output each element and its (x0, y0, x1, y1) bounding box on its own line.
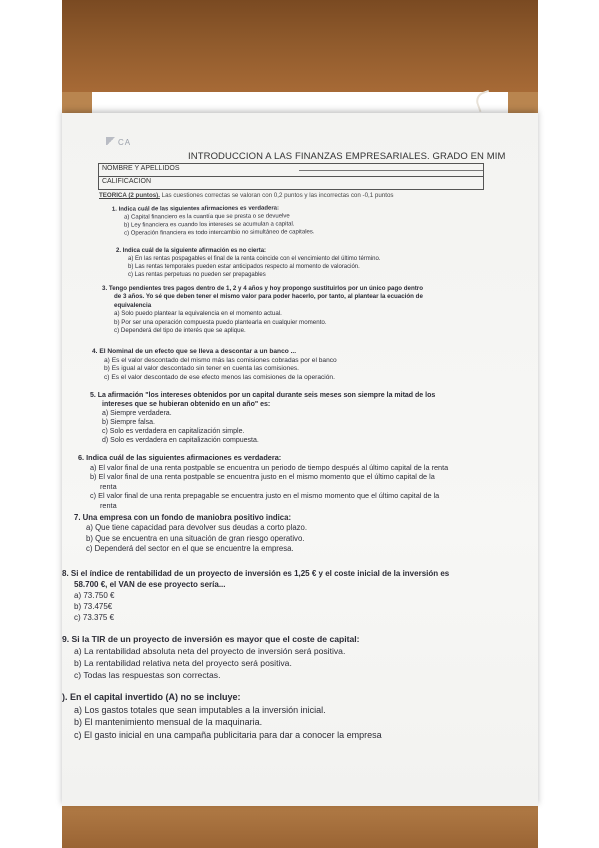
question-9 (62, 633, 360, 681)
pen-mark (473, 90, 494, 112)
option-a[interactable]: a) El valor final de una renta postpable se encuentra un periodo de tiempo después al último capital de la renta (90, 462, 449, 472)
question-4 (92, 348, 337, 382)
option-a[interactable]: a) Capital financiero es la cuantía que se presta o se devuelve (123, 213, 290, 221)
question-stem: 2. Indica cuál de la siguiente afirmación es no cierta: (116, 248, 267, 254)
question-stem: 1. Indica cuál de las siguientes afirmaciones es verdadera: (111, 205, 280, 213)
option-b-continued: renta (100, 481, 117, 491)
option-a[interactable]: a) 73.750 € (74, 591, 115, 600)
question-stem: 9. Si la TIR de un proyecto de inversión es mayor que el coste de capital: (62, 634, 360, 644)
option-a[interactable]: a) Que tiene capacidad para devolver sus deudas a corto plazo. (86, 523, 308, 533)
option-b[interactable]: b) Las rentas temporales pueden estar anticipados respecto al momento de valoración. (128, 264, 360, 270)
option-a[interactable]: a) La rentabilidad absoluta neta del proyecto de inversión será positiva. (74, 646, 346, 656)
option-c-continued: renta (100, 500, 117, 510)
question-8 (62, 568, 449, 623)
question-stem-line-2: de 3 años. Yo sé que deben tener el mismo valor para poder hacerlo, por tanto, al plantear la ecuación de (114, 293, 423, 301)
option-c[interactable]: c) Solo es verdadera en capitalización simple. (102, 428, 245, 435)
university-logo (106, 137, 144, 147)
question-7 (74, 513, 307, 555)
name-line (299, 170, 483, 171)
question-2 (116, 247, 380, 279)
option-a[interactable]: a) Es el valor descontado del mismo más las comisiones cobradas por el banco (104, 356, 337, 364)
question-stem: 3. Tengo pendientes tres pagos dentro de 1, 2 y 4 años y hoy propongo sustituirlos por un único pago dentro (102, 285, 423, 292)
scoring-note-text: Las cuestiones correctas se valoran con 0,2 puntos y las incorrectas con -0,1 puntos (159, 192, 394, 199)
question-stem-line-2: intereses que se hubieran obtenido en un año" es: (102, 401, 271, 408)
option-b[interactable]: b) El mantenimiento mensual de la maquinaria. (74, 717, 263, 728)
option-c[interactable]: c) El gasto inicial en una campaña publicitaria para dar a conocer la empresa (74, 729, 382, 740)
question-stem: 5. La afirmación "los intereses obtenidos por un capital durante seis meses son siempre la mitad de los (90, 392, 436, 399)
question-stem: ). En el capital invertido (A) no se incluye: (62, 692, 241, 702)
logo-icon (106, 137, 116, 145)
option-c[interactable]: c) Todas las respuestas son correctas. (74, 670, 221, 680)
option-c[interactable]: c) Las rentas perpetuas no pueden ser prepagables (128, 272, 266, 278)
grade-label: CALIFICACION (102, 178, 152, 185)
question-stem: 8. Si el índice de rentabilidad de un proyecto de inversión es 1,25 € y el coste inicial de la inversión es (62, 569, 450, 578)
grade-field[interactable] (98, 176, 484, 190)
option-c[interactable]: c) Es el valor descontado de ese efecto menos las comisiones de la operación. (104, 373, 335, 381)
question-6 (78, 453, 448, 511)
question-stem-line-2: 58.700 €, el VAN de ese proyecto sería... (74, 580, 226, 589)
wooden-table-bottom (62, 806, 538, 848)
option-d[interactable]: d) Solo es verdadera en capitalización compuesta. (102, 437, 259, 444)
name-label: NOMBRE Y APELLIDOS (102, 165, 180, 172)
exam-title: INTRODUCCION A LAS FINANZAS EMPRESARIALES. GRADO EN MIM (188, 151, 506, 162)
option-a[interactable]: a) Siempre verdadera. (102, 410, 172, 417)
option-c[interactable]: c) Dependerá del tipo de interés que se aplique. (114, 327, 246, 335)
question-10 (62, 691, 382, 741)
option-b[interactable]: b) 73.475€ (74, 602, 113, 611)
option-c[interactable]: c) 73.375 € (74, 613, 115, 622)
logo-text: CA (118, 138, 132, 147)
option-b[interactable]: b) Por ser una operación compuesta puedo plantearla en cualquier momento. (114, 318, 327, 326)
option-b[interactable]: b) Es igual al valor descontado sin tener en cuenta las comisiones. (104, 365, 299, 373)
question-stem: 4. El Nominal de un efecto que se lleva a descontar a un banco ... (92, 348, 297, 355)
option-c[interactable]: c) Operación financiera es todo intercambio no simultáneo de capitales. (124, 229, 315, 237)
wooden-table-top (62, 0, 538, 92)
question-3 (102, 285, 423, 335)
option-b[interactable]: b) Siempre falsa. (102, 419, 155, 426)
name-field[interactable] (98, 163, 484, 177)
scoring-note (99, 192, 394, 199)
option-c[interactable]: c) El valor final de una renta prepagable se encuentra justo en el mismo momento que el último capital de la (90, 491, 440, 501)
question-stem: 6. Indica cuál de las siguientes afirmaciones es verdadera: (78, 453, 282, 462)
option-b[interactable]: b) Que se encuentra en una situación de gran riesgo operativo. (86, 533, 305, 543)
question-stem-line-3: equivalencia (114, 301, 152, 309)
option-a[interactable]: a) Solo puedo plantear la equivalencia en el momento actual. (114, 310, 282, 318)
option-a[interactable]: a) Los gastos totales que sean imputables a la inversión inicial. (74, 704, 326, 715)
question-stem: 7. Una empresa con un fondo de maniobra positivo indica: (74, 513, 292, 522)
scoring-note-bold: TEORICA (2 puntos). (99, 192, 160, 199)
option-a[interactable]: a) En las rentas pospagables el final de la renta coincide con el vencimiento del último término. (128, 256, 381, 262)
option-c[interactable]: c) Dependerá del sector en el que se encuentre la empresa. (86, 544, 294, 554)
question-1 (112, 204, 315, 237)
exam-sheet (62, 113, 538, 806)
option-b[interactable]: b) La rentabilidad relativa neta del proyecto será positiva. (74, 658, 292, 668)
option-b[interactable]: b) Ley financiera es cuando los intereses se acumulan a capital. (124, 221, 295, 229)
question-5 (90, 391, 435, 445)
option-b[interactable]: b) El valor final de una renta postpable se encuentra justo en el mismo momento que el último capital de la (90, 472, 435, 482)
